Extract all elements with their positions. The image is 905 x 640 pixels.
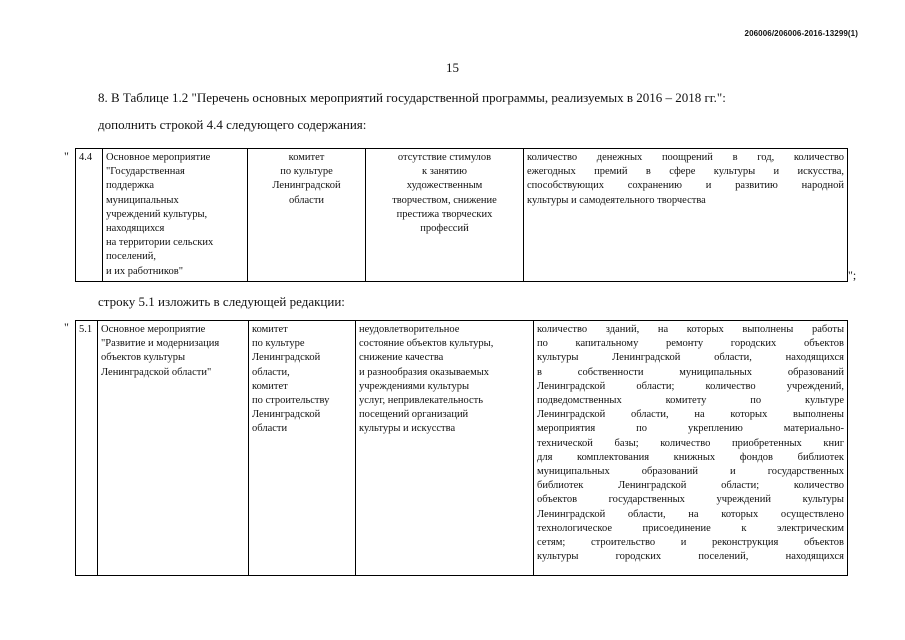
- paragraph-add-row: дополнить строкой 4.4 следующего содержания:: [98, 117, 367, 132]
- cell-line: по культуре: [252, 338, 305, 350]
- cell-line: состояние объектов культуры,: [359, 338, 494, 350]
- table-row-4-4: [75, 148, 848, 282]
- paragraph-replace-row: строку 5.1 изложить в следующей редакции:: [98, 294, 345, 309]
- cell-line: библиотек Ленинградской области; количество: [537, 480, 844, 492]
- cell-line: объектов государственных учреждений культуры: [537, 494, 844, 506]
- table-row-5-1: [75, 320, 848, 576]
- cell-line: на территории сельских: [106, 237, 214, 249]
- page-number: 15: [446, 60, 459, 75]
- table-row: [76, 321, 848, 576]
- table-row: [76, 149, 848, 282]
- executor-cell: [249, 321, 356, 576]
- opening-quote: ": [64, 320, 69, 334]
- document-id: 206006/206006-2016-13299(1): [744, 29, 858, 38]
- cell-line: мероприятия по укреплению материально-: [537, 423, 844, 435]
- cell-line: и разнообразия оказываемых: [359, 366, 490, 378]
- cell-line: в собственности муниципальных образований: [537, 366, 844, 378]
- cell-line: комитет: [252, 380, 288, 392]
- cell-line: "Развитие и модернизация: [101, 338, 220, 350]
- cell-line: культуры Ленинградской области, находящихся: [537, 352, 844, 364]
- closing-quote: ";: [848, 268, 857, 282]
- cell-line: культуры и искусства: [359, 423, 456, 435]
- opening-quote: ": [64, 149, 69, 163]
- cell-line: по капитальному ремонту городских объектов: [537, 338, 844, 350]
- cell-line: профессий: [420, 223, 469, 235]
- executor-cell: [248, 149, 366, 282]
- cell-line: поддержка: [106, 180, 155, 192]
- cell-line: услуг, непривлекательность: [359, 395, 484, 407]
- cell-line: муниципальных: [106, 194, 179, 206]
- cell-line: Ленинградской области, на которых выполнены: [537, 409, 844, 421]
- row-number-cell: 5.1: [76, 321, 98, 576]
- cell-line: снижение качества: [359, 352, 444, 364]
- cell-line: и их работников": [106, 265, 183, 277]
- cell-line: посещений организаций: [359, 409, 469, 421]
- cell-line: технологическое присоединение к электрическим: [537, 522, 844, 534]
- cell-line: сетям; строительство и реконструкция объектов: [537, 537, 844, 549]
- cell-line: для комплектования книжных фондов библиотек: [537, 451, 844, 463]
- cell-line: культуры городских поселений, находящихся: [537, 551, 844, 563]
- indicator-cell: [534, 321, 848, 576]
- cell-line: учреждениями культуры: [359, 380, 470, 392]
- cell-line: Ленинградской: [252, 409, 321, 421]
- cell-line: области: [288, 194, 325, 206]
- cell-line: комитет: [288, 152, 325, 163]
- cell-line: престижа творческих: [396, 208, 493, 220]
- cell-line: комитет: [252, 324, 288, 335]
- cell-line: количество денежных поощрений в год, количество: [527, 152, 844, 163]
- cell-line: способствующих сохранению и развитию народной: [527, 180, 844, 192]
- cell-line: к занятию: [421, 166, 468, 178]
- cell-line: неудовлетворительное: [359, 324, 460, 335]
- cell-line: поселений,: [106, 251, 156, 263]
- cell-line: количество зданий, на которых выполнены работы: [537, 324, 844, 335]
- cell-line: по строительству: [252, 395, 330, 407]
- cell-line: художественным: [406, 180, 483, 192]
- cell-line: Основное мероприятие: [106, 152, 211, 163]
- consequences-cell: [366, 149, 524, 282]
- cell-line: Ленинградской: [272, 180, 341, 192]
- indicator-cell: [524, 149, 848, 282]
- cell-line: области: [252, 423, 288, 435]
- cell-line: муниципальных образований и государственных: [537, 466, 844, 478]
- cell-line: Ленинградской области; количество учреждений,: [537, 380, 844, 392]
- paragraph-item-8: 8. В Таблице 1.2 "Перечень основных мероприятий государственной программы, реализуемых в 2016 – 2018 гг.":: [98, 90, 726, 105]
- cell-line: культуры и самодеятельного творчества: [527, 194, 706, 206]
- cell-line: Ленинградской области, на которых осуществлено: [537, 508, 844, 520]
- cell-line: Ленинградской области": [101, 366, 212, 378]
- cell-line: Ленинградской: [252, 352, 321, 364]
- consequences-cell: [356, 321, 534, 576]
- cell-line: "Государственная: [106, 166, 185, 178]
- event-cell: [98, 321, 249, 576]
- cell-line: по культуре: [280, 166, 333, 178]
- cell-line: учреждений культуры,: [106, 208, 208, 220]
- cell-line: технической базы; количество приобретенных книг: [537, 437, 844, 449]
- cell-line: ежегодных премий в сфере культуры и искусства,: [527, 166, 844, 178]
- cell-line: области,: [252, 366, 290, 378]
- cell-line: Основное мероприятие: [101, 324, 206, 335]
- cell-line: отсутствие стимулов: [397, 152, 492, 163]
- cell-line: творчеством, снижение: [392, 194, 497, 206]
- cell-line: объектов культуры: [101, 352, 186, 364]
- cell-line: подведомственных комитету по культуре: [537, 395, 844, 407]
- event-cell: [103, 149, 248, 282]
- row-number-cell: 4.4: [76, 149, 103, 282]
- cell-line: находящихся: [106, 223, 165, 235]
